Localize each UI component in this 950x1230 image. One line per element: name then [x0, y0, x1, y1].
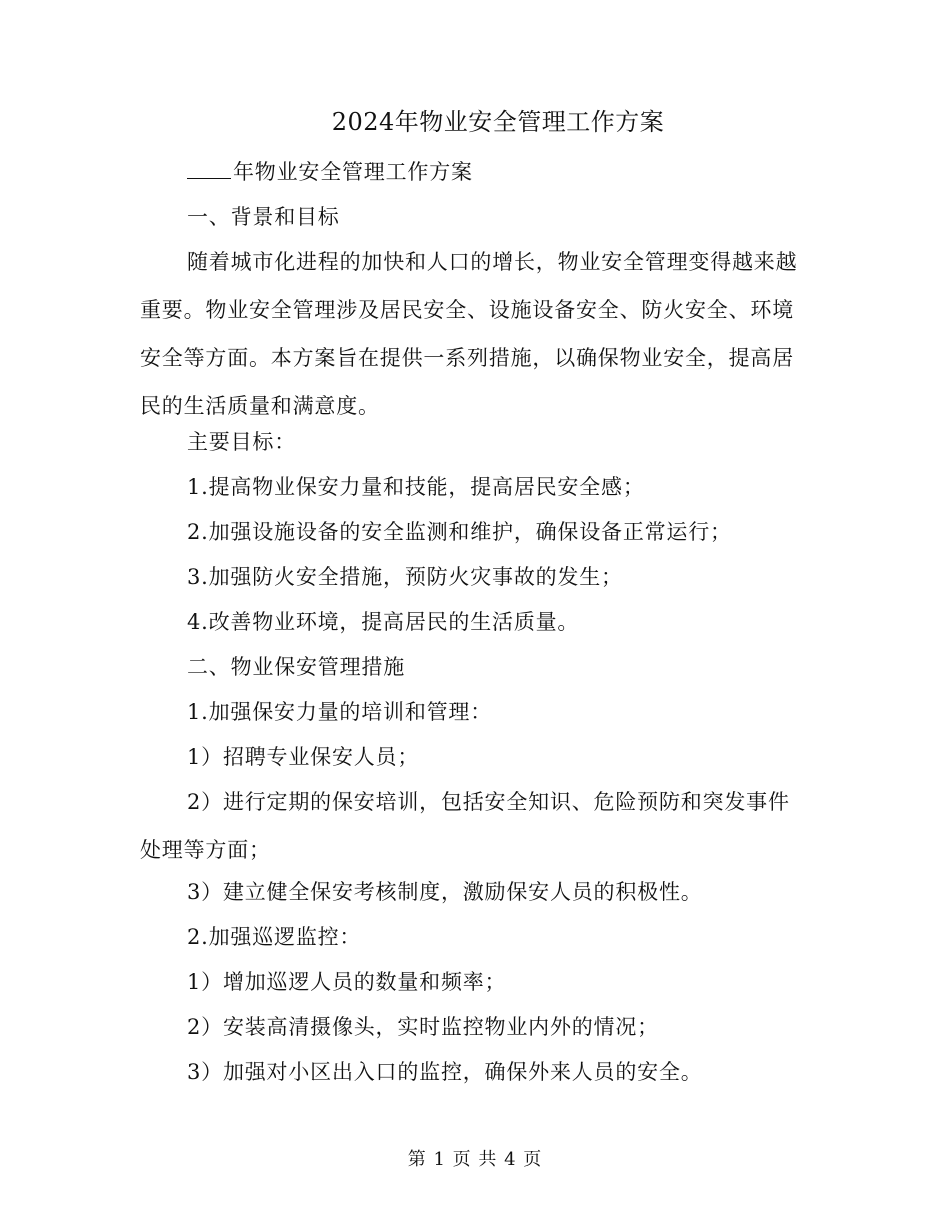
list-heading: 主要目标： [187, 430, 296, 454]
fill-in-blank [187, 158, 231, 179]
document-subtitle-text: 年物业安全管理工作方案 [233, 160, 473, 184]
list-item: 3）建立健全保安考核制度，激励保安人员的积极性。 [187, 880, 703, 904]
list-heading: 2.加强巡逻监控： [187, 925, 362, 949]
body-paragraph: 随着城市化进程的加快和人口的增长，物业安全管理变得越来越重要。物业安全管理涉及居民安全、设施设备安全、防火安全、环境安全等方面。本方案旨在提供一系列措施，以确保物业安全，提高居民的生活质量和满意度。 [140, 250, 798, 418]
page-indicator: 第 1 页 共 4 页 [407, 1149, 543, 1170]
list-item: 3）加强对小区出入口的监控，确保外来人员的安全。 [187, 1060, 703, 1084]
list-item: 2）安装高清摄像头，实时监控物业内外的情况； [187, 1015, 659, 1039]
list-item: 2）进行定期的保安培训，包括安全知识、危险预防和突发事件处理等方面； [140, 790, 790, 862]
list-item: 1）增加巡逻人员的数量和频率； [187, 970, 507, 994]
list-item: 4.改善物业环境，提高居民的生活质量。 [187, 610, 580, 634]
list-item: 1）招聘专业保安人员； [187, 745, 420, 769]
list-item: 2.加强设施设备的安全监测和维护，确保设备正常运行； [187, 520, 732, 544]
list-item: 3.加强防火安全措施，预防火灾事故的发生； [187, 565, 623, 589]
list-item: 1.提高物业保安力量和技能，提高居民安全感； [187, 475, 645, 499]
section-heading: 一、背景和目标 [187, 205, 340, 229]
document-title: 2024年物业安全管理工作方案 [331, 108, 665, 136]
list-heading: 1.加强保安力量的培训和管理： [187, 700, 493, 724]
document-subtitle [140, 148, 810, 196]
section-heading: 二、物业保安管理措施 [187, 655, 405, 679]
